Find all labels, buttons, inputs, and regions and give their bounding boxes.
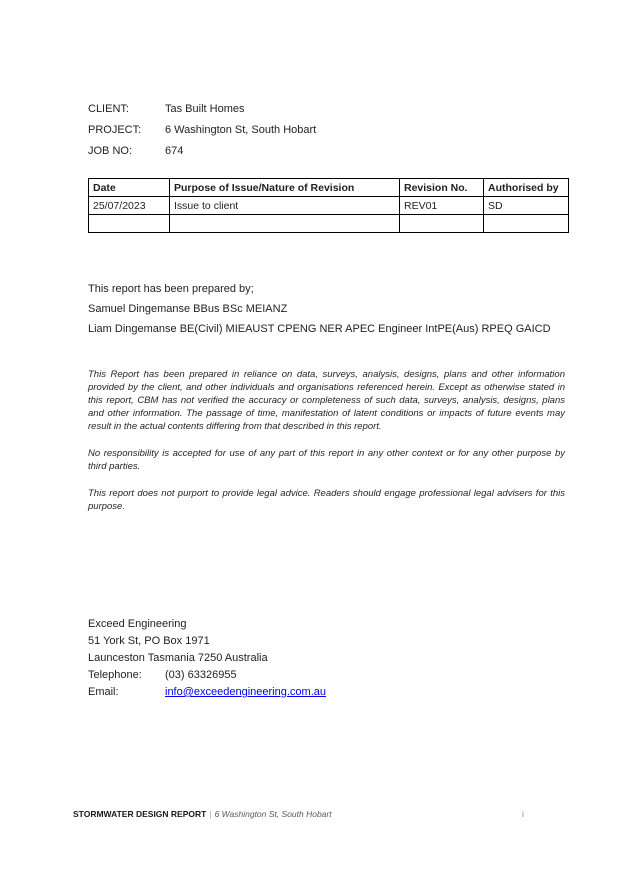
footer-separator: | [209, 809, 212, 819]
prepared-by-section [88, 282, 565, 342]
email-link[interactable]: info@exceedengineering.com.au [165, 686, 326, 698]
footer-report-title: STORMWATER DESIGN REPORT [73, 809, 207, 819]
prepared-by-person-1: Samuel Dingemanse BBus BSc MEIANZ [88, 303, 288, 315]
client-value: Tas Built Homes [165, 103, 245, 115]
client-row [88, 99, 316, 120]
address-line-1: 51 York St, PO Box 1971 [88, 635, 210, 647]
header-purpose: Purpose of Issue/Nature of Revision [170, 179, 400, 197]
cell-date [89, 215, 170, 233]
revision-table-header-row [89, 179, 569, 197]
job-no-value: 674 [165, 145, 184, 157]
cell-date: 25/07/2023 [89, 197, 170, 215]
cell-revision-no [400, 215, 484, 233]
cell-authorised-by [484, 215, 569, 233]
telephone-row [88, 667, 326, 684]
table-row [89, 197, 569, 215]
header-authorised-by: Authorised by [484, 179, 569, 197]
company-name: Exceed Engineering [88, 618, 187, 630]
telephone-number: (03) 63326955 [165, 669, 237, 681]
disclaimer-paragraph-2: No responsibility is accepted for use of any part of this report in any other context or for any other purpose by third parties. [88, 448, 565, 472]
revision-table [88, 178, 569, 233]
contact-block [88, 616, 326, 701]
cell-revision-no: REV01 [400, 197, 484, 215]
job-no-label: JOB NO: [88, 145, 133, 157]
project-label: PROJECT: [88, 124, 142, 136]
cell-purpose: Issue to client [170, 197, 400, 215]
header-date: Date [89, 179, 170, 197]
cell-purpose [170, 215, 400, 233]
page-number: i [522, 809, 524, 819]
address-line-2: Launceston Tasmania 7250 Australia [88, 652, 268, 664]
email-row [88, 684, 326, 701]
header-revision-no: Revision No. [400, 179, 484, 197]
telephone-label: Telephone: [88, 669, 142, 681]
disclaimer-paragraph-1: This Report has been prepared in reliance on data, surveys, analysis, designs, plans and other information provided by the client, and other individuals and organisations referenced herein. Except as otherwise stated in this report, CBM has not verified the accuracy or completeness of such data, surveys, analysis, designs, plans and other information. The passage of time, manifestation of latent conditions or impacts of future events may result in the actual contents differing from that described in this report. [88, 369, 565, 432]
disclaimer-paragraph-3: This report does not purport to provide legal advice. Readers should engage professional legal advisers for this purpose. [88, 488, 565, 512]
project-value: 6 Washington St, South Hobart [165, 124, 317, 136]
footer-project-subtitle: 6 Washington St, South Hobart [214, 809, 332, 819]
email-label: Email: [88, 686, 119, 698]
client-label: CLIENT: [88, 103, 129, 115]
table-row-empty [89, 215, 569, 233]
footer [73, 809, 332, 819]
prepared-by-intro: This report has been prepared by; [88, 283, 254, 295]
prepared-by-person-2: Liam Dingemanse BE(Civil) MIEAUST CPENG NER APEC Engineer IntPE(Aus) RPEQ GAICD [88, 323, 551, 335]
disclaimer-section [88, 368, 565, 527]
project-info-block [88, 99, 316, 162]
job-no-row [88, 141, 316, 162]
project-row [88, 120, 316, 141]
cell-authorised-by: SD [484, 197, 569, 215]
